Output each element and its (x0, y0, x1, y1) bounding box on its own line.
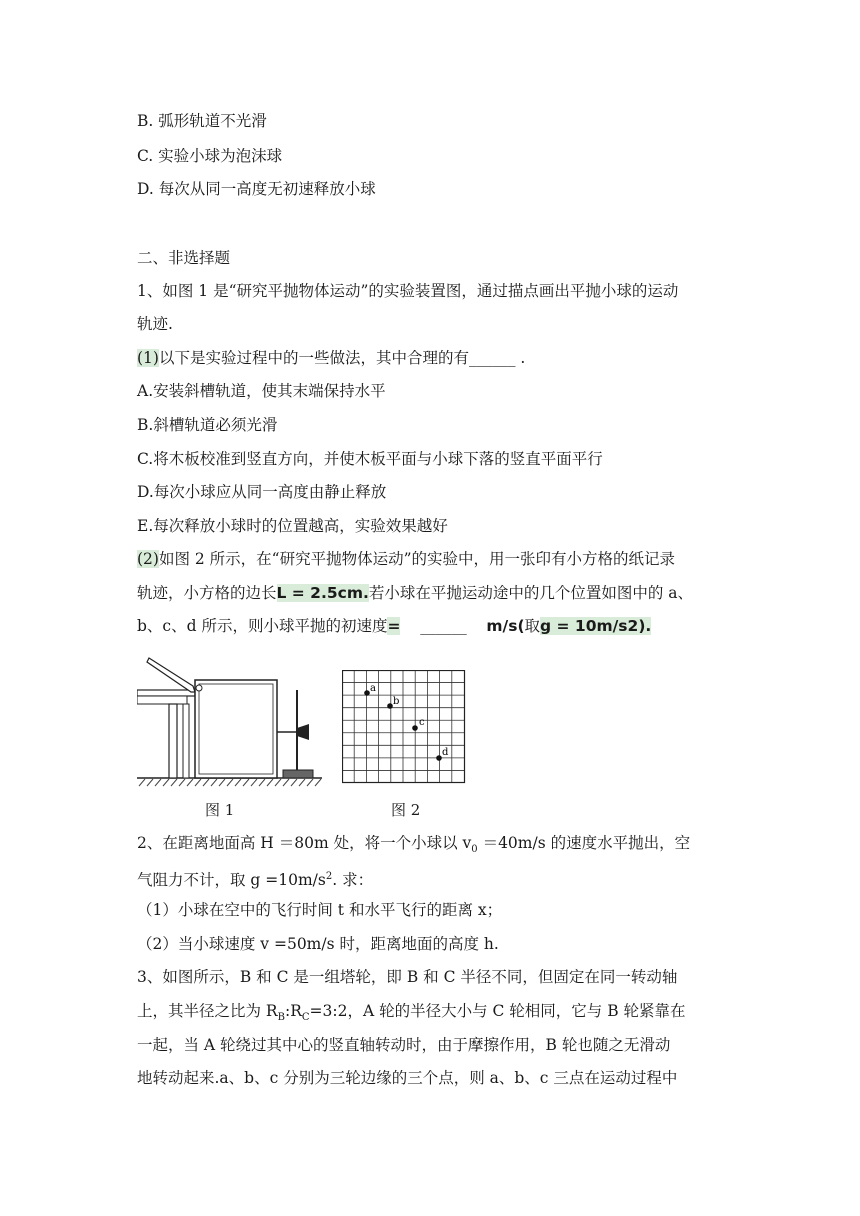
q1-choice-c: C.将木板校准到竖直方向，并使木板平面与小球下落的竖直平面平行 (137, 450, 603, 468)
point-label-a: a (370, 683, 376, 694)
q2-stem-line2: 气阻力不计，取 $g =10m/s^2$. 求： (137, 871, 374, 890)
option-c: C. 实验小球为泡沫球 (137, 147, 283, 165)
q1-part2-line3: b、c、d 所示，则小球平抛的初速度= ______ m/s(取g = 10m/s2). (137, 617, 652, 635)
q2-sub1: （1）小球在空中的飞行时间 t 和水平飞行的距离 x； (137, 901, 503, 919)
figure-2-grid (342, 670, 466, 784)
section-title: 二、非选择题 (137, 249, 231, 267)
point-c (412, 725, 418, 731)
q1-choice-b: B.斜槽轨道必须光滑 (137, 416, 278, 434)
point-b (387, 703, 393, 709)
q1-choice-a: A.安装斜槽轨道，使其末端保持水平 (137, 382, 386, 400)
figure-2-caption: 图 2 (391, 801, 421, 819)
q1-part2-line2: 轨迹，小方格的边长L = 2.5cm.若小球在平抛运动途中的几个位置如图中的 a、 (137, 584, 694, 602)
q1-part2-line1: (2)如图 2 所示，在“研究平抛物体运动”的实验中，用一张印有小方格的纸记录 (137, 550, 676, 568)
q3-line1: 3、如图所示，B 和 C 是一组塔轮，即 B 和 C 半径不同，但固定在同一转动轴 (137, 968, 678, 986)
option-d: D. 每次从同一高度无初速释放小球 (137, 180, 376, 198)
point-a (364, 690, 370, 696)
q1-choice-d: D.每次小球应从同一高度由静止释放 (137, 483, 387, 501)
option-b: B. 弧形轨道不光滑 (137, 112, 267, 130)
q1-part1: (1)以下是实验过程中的一些做法，其中合理的有______ . (137, 349, 526, 367)
q3-line4: 地转动起来.a、b、c 分别为三轮边缘的三个点，则 a、b、c 三点在运动过程中 (137, 1069, 678, 1087)
part-tag: (2) (137, 550, 159, 568)
q2-stem-line1: 2、在距离地面高 H ＝80m 处，将一个小球以 $v_0 =40m/s$ 的速度水平抛出，空 (137, 834, 691, 856)
figure-1-caption: 图 1 (205, 801, 235, 819)
point-label-b: b (393, 696, 400, 707)
point-label-d: d (442, 747, 449, 758)
part-tag: (1) (137, 349, 159, 367)
point-label-c: c (419, 717, 425, 728)
point-d (436, 755, 442, 761)
answer-blank: ______ (420, 617, 467, 635)
q2-sub2: （2）当小球速度 v =50m/s 时，距离地面的高度 h. (137, 935, 499, 953)
q3-line2: 上，其半径之比为 $R_B:R_C=3:2$，A 轮的半径大小与 C 轮相同，它与 B 轮紧靠在 (137, 1002, 686, 1024)
q3-line3: 一起，当 A 轮绕过其中心的竖直轴转动时，由于摩擦作用，B 轮也随之无滑动 (137, 1036, 671, 1054)
figure-1-apparatus (137, 652, 327, 788)
q1-choice-e: E.每次释放小球时的位置越高，实验效果越好 (137, 517, 448, 535)
q1-stem-line2: 轨迹. (137, 315, 173, 333)
q1-stem-line1: 1、如图 1 是“研究平抛物体运动”的实验装置图，通过描点画出平抛小球的运动 (137, 282, 679, 300)
